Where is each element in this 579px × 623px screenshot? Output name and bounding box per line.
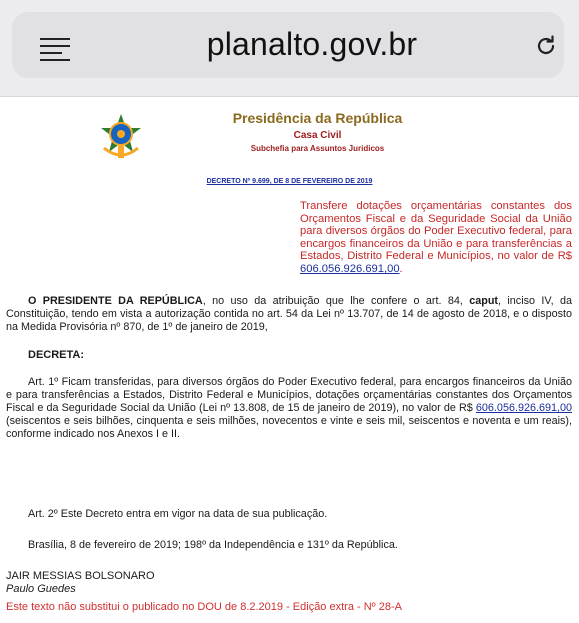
preamble-text-a: , no uso da atribuição que lhe confere o art. 84, xyxy=(202,295,470,307)
signature-minister: Paulo Guedes xyxy=(6,583,76,595)
ementa-text: Transfere dotações orçamentárias constantes dos Orçamentos Fiscal e da Seguridade Social da União para diversos órgãos do Poder Executivo federal, para encargos financeiros da União e para transferências a Estados, Distrito Federal e Municípios, no valor de R$ xyxy=(300,200,572,263)
hamburger-menu-icon[interactable] xyxy=(40,38,70,58)
disclaimer-text: Este texto não substitui o publicado no DOU de 8.2.2019 - Edição extra - Nº 28-A xyxy=(6,601,402,613)
signature-president: JAIR MESSIAS BOLSONARO xyxy=(6,570,155,582)
ementa-value-link[interactable]: 606.056.926.691,00 xyxy=(300,262,400,275)
preamble-text-b: , inciso IV, da Constituição, tendo em vista a autorização contida no art. 54 da Lei nº 13.707, de 14 de agosto de 2018, e o disposto na Medida Provisória nº 870, de 1º de janeiro de 2019, xyxy=(6,295,572,333)
page-subtitle-secondary: Subchefia para Assuntos Jurídicos xyxy=(250,144,385,153)
page-title: Presidência da República xyxy=(232,110,403,126)
browser-toolbar xyxy=(0,0,579,97)
article-1-value-link[interactable]: 606.056.926.691,00 xyxy=(475,402,572,414)
ementa-period: . xyxy=(399,262,403,275)
article-1 xyxy=(6,376,572,441)
coat-of-arms-icon xyxy=(96,112,146,162)
address-bar[interactable] xyxy=(12,12,564,78)
preamble-lead: O PRESIDENTE DA REPÚBLICA xyxy=(28,295,203,307)
government-header xyxy=(0,108,579,164)
article-2: Art. 2º Este Decreto entra em vigor na data de sua publicação. xyxy=(28,508,328,520)
preamble-caput: caput xyxy=(469,295,499,307)
decree-summary xyxy=(300,200,572,276)
article-1-text-a: Art. 1º Ficam transferidas, para diversos órgãos do Poder Executivo federal, para encargos financeiros da União e para transferências a Estados, Distrito Federal e Municípios, dotações orçamentárias constantes dos Orçamentos Fiscal e da Seguridade Social da União (Lei nº 13.808, de 15 de janeiro de 2019), no valor de R$ xyxy=(6,376,572,414)
page-subtitle: Casa Civil xyxy=(293,130,342,141)
article-1-text-b: (seiscentos e seis bilhões, cinquenta e seis milhões, novecentos e vinte e seis mil, seiscentos e noventa e um reais), conforme indicado nos Anexos I e II. xyxy=(6,415,572,440)
date-line: Brasília, 8 de fevereiro de 2019; 198º da Independência e 131º da República. xyxy=(28,539,398,551)
decree-title-link[interactable]: DECRETO Nº 9.699, DE 8 DE FEVEREIRO DE 2019 xyxy=(206,178,373,185)
preamble-paragraph xyxy=(6,295,572,334)
reload-icon[interactable] xyxy=(534,34,558,58)
decreta-heading: DECRETA: xyxy=(28,349,85,361)
url-text[interactable]: planalto.gov.br xyxy=(206,26,418,62)
